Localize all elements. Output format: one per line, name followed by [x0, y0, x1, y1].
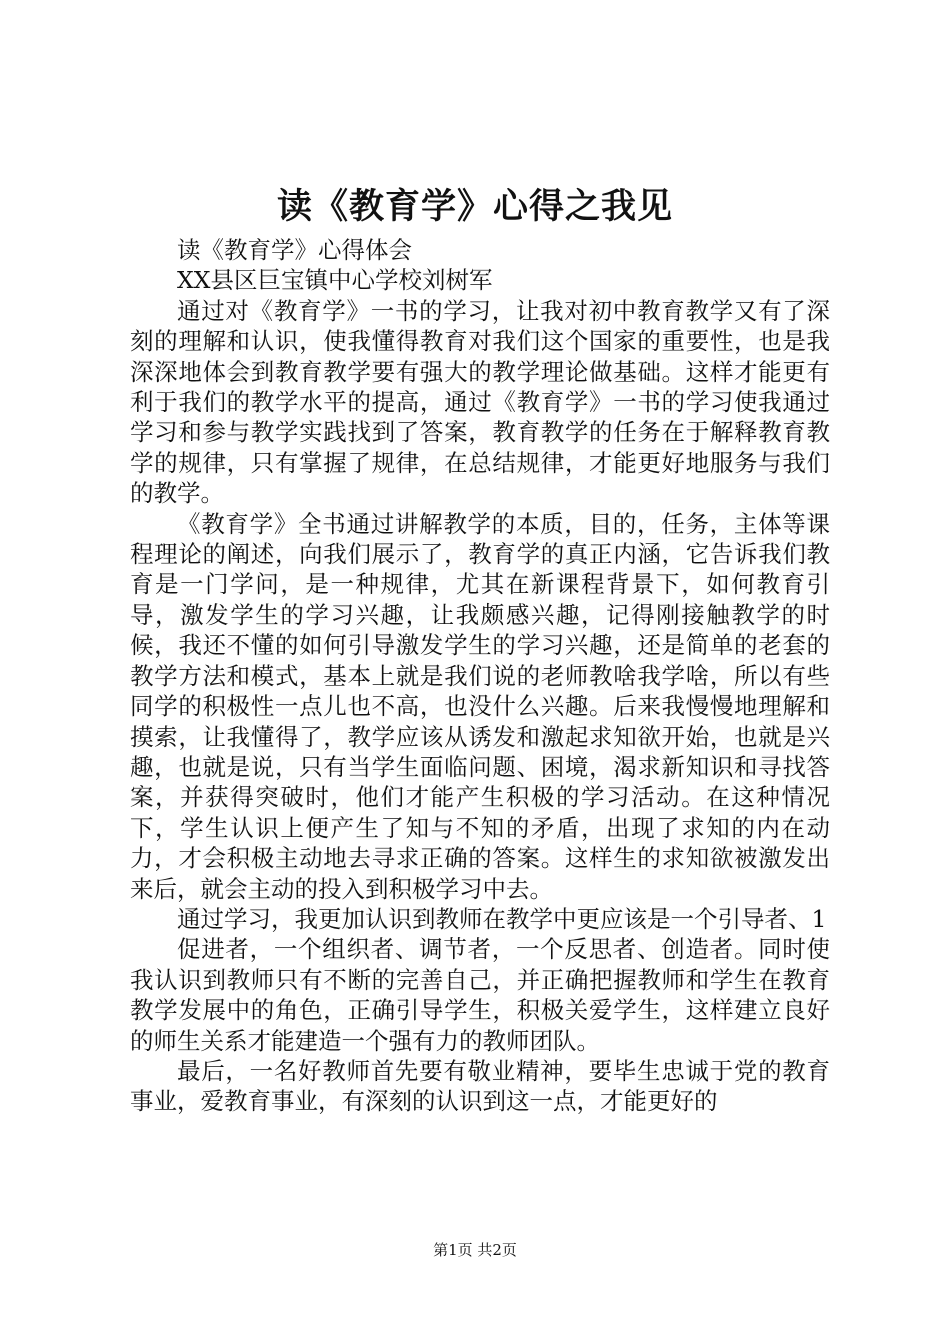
page-footer: 第1页 共2页: [433, 1241, 517, 1259]
subtitle: 读《教育学》心得体会: [177, 236, 412, 264]
author-line: XX县区巨宝镇中心学校刘树军: [177, 266, 493, 295]
paragraph-1: 通过对《教育学》一书的学习，让我对初中教育教学又有了深刻的理解和认识，使我懂得教育对我们这个国家的重要性，也是我深深地体会到教育教学要有强大的教学理论做基础。这样才能更有利于我们的教学水平的提高，通过《教育学》一书的学习使我通过学习和参与教学实践找到了答案，教育教学的任务在于解释教育教学的规律，只有掌握了规律，在总结规律，才能更好地服务与我们的教学。: [130, 296, 830, 508]
document-body: [130, 235, 830, 1117]
paragraph-3: 通过学习，我更加认识到教师在教学中更应该是一个引导者、1: [177, 904, 827, 933]
paragraph-2: 《教育学》全书通过讲解教学的本质，目的，任务，主体等课程理论的阐述，向我们展示了，教育学的真正内涵，它告诉我们教育是一门学问，是一种规律，尤其在新课程背景下，如何教育引导，激发学生的学习兴趣，让我颇感兴趣，记得刚接触教学的时候，我还不懂的如何引导激发学生的学习兴趣，还是简单的老套的教学方法和模式，基本上就是我们说的老师教啥我学啥，所以有些同学的积极性一点儿也不高，也没什么兴趣。后来我慢慢地理解和摸索，让我懂得了，教学应该从诱发和激起求知欲开始，也就是兴趣，也就是说，只有当学生面临问题、困境，渴求新知识和寻找答案，并获得突破时，他们才能产生积极的学习活动。在这种情况下，学生认识上便产生了知与不知的矛盾，出现了求知的内在动力，才会积极主动地去寻求正确的答案。这样生的求知欲被激发出来后，就会主动的投入到积极学习中去。: [130, 509, 830, 903]
document-title: 读《教育学》心得之我见: [276, 186, 673, 227]
paragraph-4: 促进者，一个组织者、调节者，一个反思者、创造者。同时使我认识到教师只有不断的完善自己，并正确把握教师和学生在教育教学发展中的角色，正确引导学生，积极关爱学生，这样建立良好的师生关系才能建造一个强有力的教师团队。: [130, 935, 830, 1055]
paragraph-5: 最后，一名好教师首先要有敬业精神，要毕生忠诚于党的教育事业，爱教育事业，有深刻的认识到这一点，才能更好的: [130, 1056, 830, 1116]
